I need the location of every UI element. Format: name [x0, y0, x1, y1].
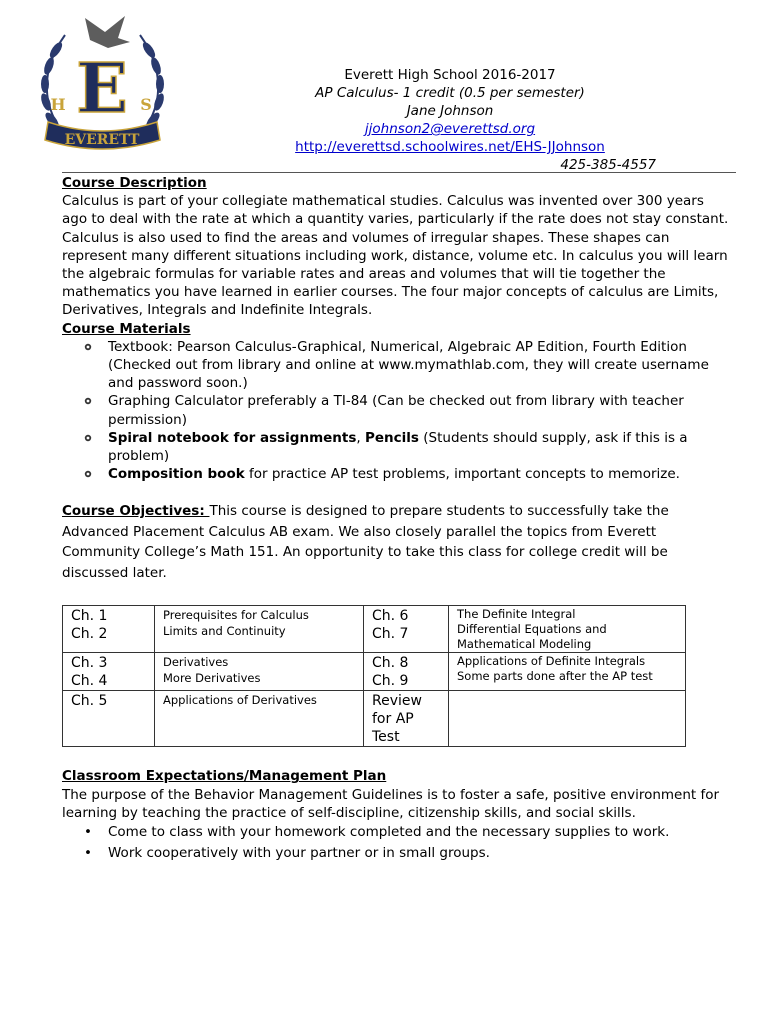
course-objectives-heading: Course Objectives: — [62, 503, 210, 520]
expectations-list — [62, 822, 732, 864]
table-cell: Ch. 1 Ch. 2 — [63, 606, 155, 653]
teacher-website-link[interactable]: http://everettsd.schoolwires.net/EHS-JJohnson — [295, 139, 605, 155]
svg-text:EVERETT: EVERETT — [64, 132, 140, 148]
table-row — [63, 653, 686, 691]
course-description-heading: Course Description — [62, 175, 207, 191]
teacher-name: Jane Johnson — [406, 103, 494, 119]
course-materials-heading: Course Materials — [62, 320, 191, 337]
list-item: • Come to class with your homework completed and the necessary supplies to work. — [108, 822, 732, 843]
diamond-bullet-icon — [84, 397, 92, 405]
table-cell: Ch. 6 Ch. 7 — [364, 606, 449, 653]
list-item: Graphing Calculator preferably a TI-84 (Can be checked out from library with teacher permission) — [108, 392, 732, 428]
course-objectives-text: This course is designed to prepare students to successfully take the Advanced Placement Calculus AB exam. We also closely parallel the topics from Everett Community College’s Math 151. An opportunity to take this class for college credit will be discussed later. — [62, 503, 669, 581]
diamond-bullet-icon — [84, 470, 92, 478]
materials-list — [62, 338, 732, 484]
header-divider — [62, 172, 736, 173]
teacher-email-link[interactable]: jjohnson2@everettsd.org — [364, 121, 536, 137]
course-objectives — [62, 501, 732, 583]
table-cell: Derivatives More Derivatives — [155, 653, 364, 691]
list-item: Composition book for practice AP test problems, important concepts to memorize. — [108, 465, 732, 483]
syllabus-body — [62, 174, 732, 864]
school-year: Everett High School 2016-2017 — [344, 67, 556, 83]
table-row — [63, 691, 686, 747]
course-title: AP Calculus- 1 credit (0.5 per semester) — [315, 85, 585, 101]
list-item: Textbook: Pearson Calculus-Graphical, Numerical, Algebraic AP Edition, Fourth Edition (Checked out from library and online at www.mymathlab.com, they will create username and password soon.) — [108, 338, 732, 393]
table-cell: The Definite Integral Differential Equations and Mathematical Modeling — [449, 606, 686, 653]
list-item: Spiral notebook for assignments, Pencils (Students should supply, ask if this is a problem) — [108, 429, 732, 465]
course-description-text: Calculus is part of your collegiate mathematical studies. Calculus was invented over 300 years ago to deal with the rate at which a quantity varies, particularly if the rate does not stay constant. Calculus is also used to find the areas and volumes of irregular shapes. These shapes can represent many different situations including work, distance, volume etc. In calculus you will learn the algebraic formulas for variable rates and areas and volumes that will tie together the mathematics you have learned in earlier courses. The four major concepts of calculus are Limits, Derivatives, Integrals and Indefinite Integrals. — [62, 193, 729, 319]
table-cell: Prerequisites for Calculus Limits and Continuity — [155, 606, 364, 653]
diamond-bullet-icon — [84, 343, 92, 351]
classroom-expectations-text: The purpose of the Behavior Management Guidelines is to foster a safe, positive environment for learning by teaching the practice of self-discipline, citizenship skills, and social skills. — [62, 786, 720, 821]
table-cell: Ch. 3 Ch. 4 — [63, 653, 155, 691]
table-cell — [449, 691, 686, 747]
table-cell: Applications of Definite Integrals Some parts done after the AP test — [449, 653, 686, 691]
diamond-bullet-icon — [84, 434, 92, 442]
svg-text:H: H — [50, 95, 66, 114]
table-cell: Review for AP Test — [364, 691, 449, 747]
chapter-table — [62, 605, 686, 747]
teacher-phone: 425-385-4557 — [560, 157, 656, 173]
svg-text:S: S — [140, 95, 152, 114]
school-header — [240, 66, 660, 174]
list-item: • Work cooperatively with your partner or in small groups. — [108, 843, 732, 864]
table-cell: Applications of Derivatives — [155, 691, 364, 747]
table-cell: Ch. 5 — [63, 691, 155, 747]
table-cell: Ch. 8 Ch. 9 — [364, 653, 449, 691]
svg-text:E: E — [76, 49, 128, 129]
everett-school-logo — [30, 10, 175, 160]
table-row — [63, 606, 686, 653]
classroom-expectations-heading: Classroom Expectations/Management Plan — [62, 768, 387, 785]
